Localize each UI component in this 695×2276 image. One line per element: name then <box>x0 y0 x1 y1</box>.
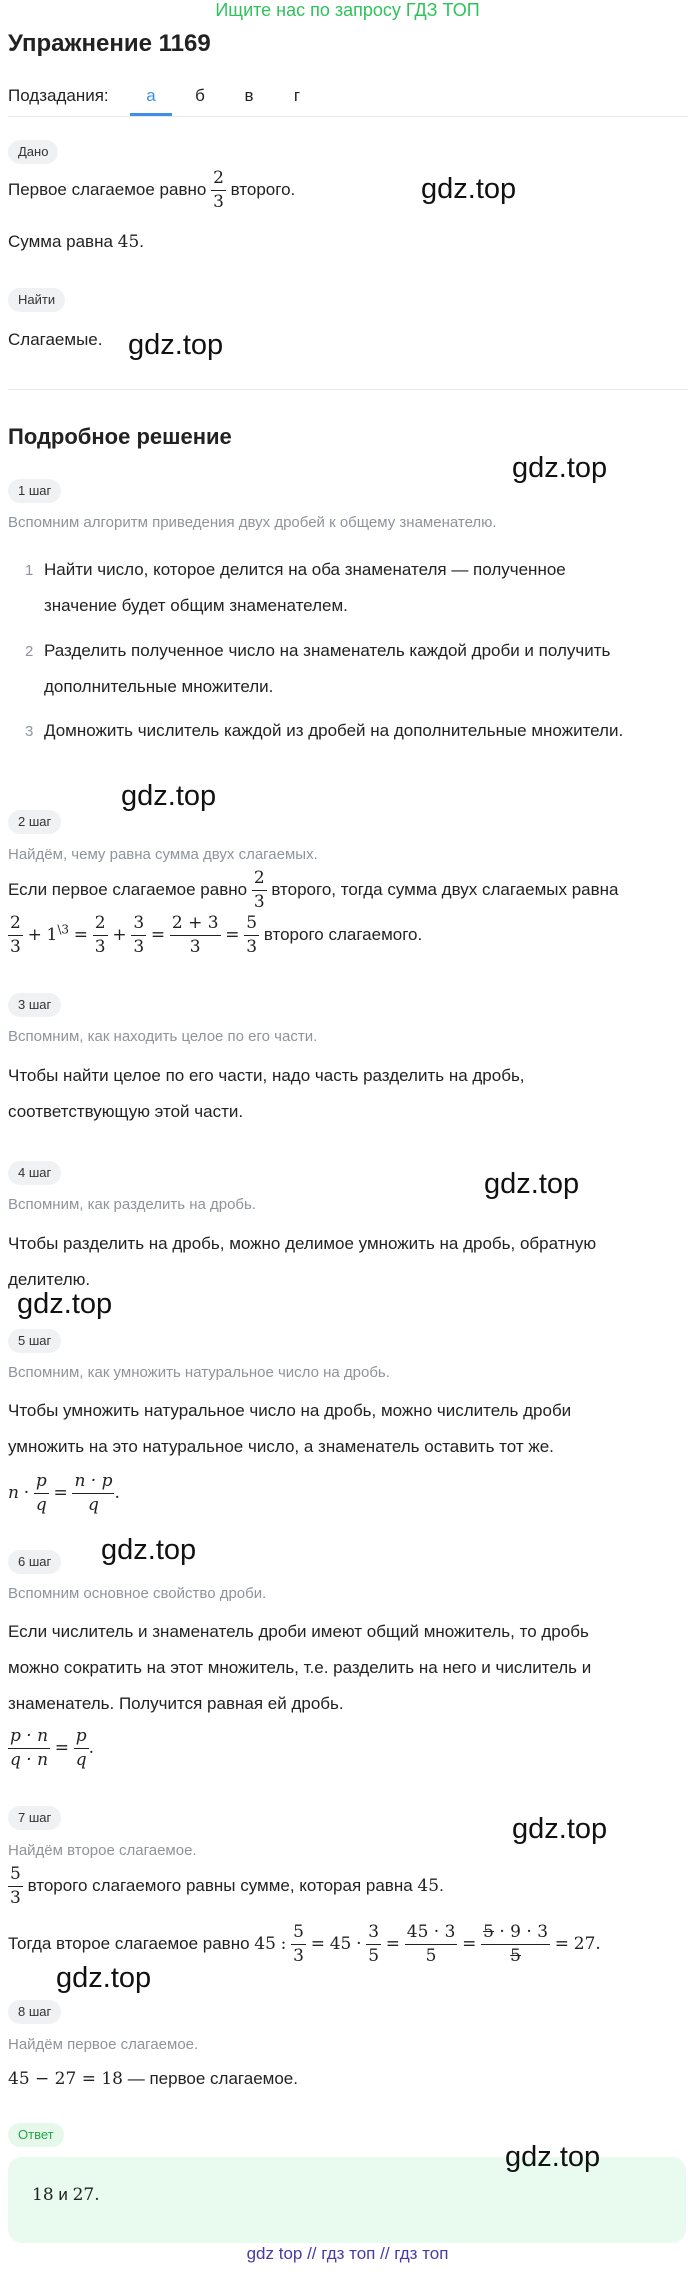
multiply-sign: · <box>23 1482 30 1503</box>
step-1-item-1-line-2: значение будет общим знаменателем. <box>44 596 348 615</box>
fraction-2-3 <box>93 915 108 956</box>
step-1-item-1 <box>44 552 684 624</box>
page-title: Упражнение 1169 <box>8 30 211 57</box>
fraction-numerator: 5 <box>10 1864 21 1884</box>
fraction-5-3 <box>244 915 259 956</box>
step-3-hint: Вспомним, как находить целое по его части. <box>8 1028 318 1045</box>
fraction-denominator: 3 <box>10 937 21 957</box>
step-8-text <box>8 2069 298 2089</box>
step-5-formula <box>8 1473 120 1514</box>
equals-sign: = <box>73 924 89 945</box>
step-7-line-1 <box>8 1866 444 1907</box>
step-7-line-1-text: второго слагаемого равны сумме, которая равна <box>27 1875 413 1895</box>
step-1-item-3: Домножить числитель каждой из дробей на дополнительные множители. <box>44 721 624 740</box>
fraction-numerator: 2 <box>10 913 21 933</box>
step-5-line-1: Чтобы умножить натуральное число на дробь, можно числитель дроби <box>8 1401 572 1420</box>
subtasks-label: Подзадания: <box>8 86 109 105</box>
step-6-formula <box>8 1728 94 1769</box>
fraction-numerator: 2 <box>213 168 224 188</box>
fraction-2-3 <box>8 915 23 956</box>
step-1-badge: 1 шаг <box>8 479 61 503</box>
fraction-numerator: n · p <box>74 1471 113 1491</box>
fraction-numerator: p · n <box>10 1726 49 1746</box>
period: . <box>88 1737 95 1758</box>
step-1-hint: Вспомним алгоритм приведения двух дробей к общему знаменателю. <box>8 514 497 531</box>
step-3-text <box>8 1058 525 1130</box>
step-1-item-2-number: 2 <box>25 643 34 660</box>
tab-g[interactable]: г <box>293 86 301 105</box>
value-45: 45 <box>254 1933 276 1954</box>
tab-a[interactable]: а <box>146 86 156 105</box>
step-8-badge: 8 шаг <box>8 2000 61 2024</box>
step-8-expression: 45 − 27 = 18 <box>8 2069 123 2089</box>
fraction-3-3 <box>131 915 146 956</box>
step-4-line-1: Чтобы разделить на дробь, можно делимое умножить на дробь, обратную <box>8 1234 597 1253</box>
fraction-denominator: 3 <box>293 1946 304 1966</box>
equals-sign: = <box>310 1933 325 1954</box>
section-divider <box>8 389 688 390</box>
answer-first: 18 <box>32 2185 54 2205</box>
fraction-numerator: p <box>35 1471 47 1491</box>
fraction-numerator: 45 · 3 <box>406 1922 456 1942</box>
period: . <box>595 1933 601 1954</box>
step-6-line-2: можно сократить на этот множитель, т.е. разделить на него и числитель и <box>8 1658 592 1677</box>
result-27: 27 <box>573 1933 596 1954</box>
given-line-1 <box>8 170 295 211</box>
watermark: gdz.top <box>56 1962 152 1994</box>
answer-text <box>32 2185 100 2205</box>
fraction-two-thirds <box>252 870 267 911</box>
tab-b[interactable]: б <box>195 86 205 105</box>
step-4-hint: Вспомним, как разделить на дробь. <box>8 1196 257 1213</box>
step-3-line-2: соответствующую этой части. <box>8 1102 244 1121</box>
answer-badge: Ответ <box>8 2123 64 2147</box>
step-7-line-2 <box>8 1924 601 1965</box>
step-6-badge: 6 шаг <box>8 1550 61 1574</box>
value-45: 45 <box>329 1933 352 1954</box>
equals-sign: = <box>462 1933 477 1954</box>
step-5-text <box>8 1393 571 1465</box>
given-line-2-dot: . <box>139 232 145 251</box>
step-4-badge: 4 шаг <box>8 1161 61 1185</box>
fraction-denominator: 3 <box>133 937 145 957</box>
fraction-3-5 <box>366 1924 381 1965</box>
equals-sign: = <box>385 1933 401 1954</box>
step-1-item-2 <box>44 633 684 705</box>
fraction-denominator: 3 <box>213 192 224 212</box>
step-7-hint: Найдём второе слагаемое. <box>8 1842 197 1859</box>
step-5-line-2: умножить на это натуральное число, а знаменатель оставить тот же. <box>8 1437 554 1456</box>
fraction-numerator: 5 · 9 · 3 <box>483 1922 549 1942</box>
fraction-denominator: 3 <box>253 892 265 912</box>
fraction-denominator: 3 <box>94 937 106 957</box>
step-1-item-2-line-2: дополнительные множители. <box>44 677 274 696</box>
step-2-line-1 <box>8 870 619 911</box>
watermark: gdz.top <box>484 1168 580 1200</box>
fraction-p-q <box>74 1728 89 1769</box>
fraction-numerator: 5 <box>246 913 258 933</box>
multiply-sign: · <box>356 1933 362 1954</box>
fraction-numerator: 2 + 3 <box>171 913 219 933</box>
step-1-item-1-line-1: Найти число, которое делится на оба знаменателя — полученное <box>44 560 566 579</box>
step-7-sum-value: 45 <box>417 1875 440 1896</box>
given-badge: Дано <box>8 140 58 164</box>
find-text: Слагаемые. <box>8 330 103 349</box>
step-1-item-1-number: 1 <box>25 562 34 579</box>
solution-title: Подробное решение <box>8 424 232 449</box>
step-8-tail: — первое слагаемое. <box>127 2069 298 2088</box>
equals-sign: = <box>150 924 166 945</box>
period: . <box>439 1875 444 1895</box>
step-6-hint: Вспомним основное свойство дроби. <box>8 1585 267 1602</box>
fraction-5-3 <box>291 1924 306 1965</box>
given-line-1-text: Первое слагаемое равно <box>8 179 207 199</box>
fraction-denominator: q · n <box>10 1750 49 1770</box>
step-2-line-1-tail: второго, тогда сумма двух слагаемых равна <box>271 879 619 899</box>
fraction-two-thirds <box>211 170 226 211</box>
step-7-badge: 7 шаг <box>8 1806 61 1830</box>
fraction-numerator: 5 <box>293 1922 304 1942</box>
formula-n: n <box>8 1482 19 1503</box>
fraction-45x3-5 <box>405 1924 458 1965</box>
given-line-2-text: Сумма равна <box>8 232 113 251</box>
fraction-reduced <box>481 1924 550 1965</box>
fraction-numerator: 3 <box>368 1922 380 1942</box>
footer-links: gdz top // гдз топ // гдз топ <box>246 2244 449 2263</box>
step-7-line-2-text: Тогда второе слагаемое равно <box>8 1933 250 1953</box>
given-sum-value: 45 <box>117 232 140 252</box>
step-2-line-1-text: Если первое слагаемое равно <box>8 879 248 899</box>
step-4-line-2: делителю. <box>8 1270 91 1289</box>
fraction-numerator: 3 <box>133 913 145 933</box>
step-6-text <box>8 1614 591 1722</box>
fraction-p-q <box>34 1473 49 1514</box>
fraction-denominator: q <box>72 1493 114 1514</box>
step-5-badge: 5 шаг <box>8 1329 61 1353</box>
watermark: gdz.top <box>505 2141 601 2173</box>
step-5-hint: Вспомним, как умножить натуральное число на дробь. <box>8 1364 390 1381</box>
answer-second: 27 <box>72 2185 95 2205</box>
plus-sign: + <box>27 924 42 945</box>
fraction-denominator: 3 <box>170 935 221 956</box>
struck-5: 5 <box>483 1922 494 1942</box>
step-3-badge: 3 шаг <box>8 993 61 1017</box>
fraction-sum <box>170 915 221 956</box>
search-banner: Ищите нас по запросу ГДЗ ТОП <box>215 0 480 20</box>
step-1-item-3-number: 3 <box>25 723 34 740</box>
watermark: gdz.top <box>121 780 217 812</box>
step-2-hint: Найдём, чему равна сумма двух слагаемых. <box>8 846 318 863</box>
struck-5: 5 <box>510 1946 521 1966</box>
given-line-1-tail: второго. <box>230 179 296 199</box>
fraction-numerator: 2 <box>253 868 265 888</box>
plus-sign: + <box>112 924 127 945</box>
step-2-equation <box>8 915 422 956</box>
tab-v[interactable]: в <box>244 86 254 105</box>
fraction-5-3 <box>8 1866 23 1907</box>
fraction-np-q <box>72 1473 114 1514</box>
step-6-line-1: Если числитель и знаменатель дроби имеют общий множитель, то дробь <box>8 1622 589 1641</box>
watermark: gdz.top <box>512 1813 608 1845</box>
fraction-denominator: 3 <box>10 1888 21 1908</box>
watermark: gdz.top <box>421 173 517 205</box>
answer-dot: . <box>94 2185 100 2205</box>
fraction-denominator <box>481 1944 550 1965</box>
watermark: gdz.top <box>512 452 608 484</box>
fraction-denominator: 5 <box>405 1944 458 1965</box>
step-8-hint: Найдём первое слагаемое. <box>8 2036 199 2053</box>
fraction-denominator: 5 <box>368 1946 380 1966</box>
watermark: gdz.top <box>17 1288 113 1320</box>
fraction-numerator: p <box>75 1726 87 1746</box>
watermark: gdz.top <box>128 329 224 361</box>
find-badge: Найти <box>8 288 65 312</box>
fraction-pn-qn <box>8 1728 50 1769</box>
equals-sign: = <box>54 1737 70 1758</box>
step-2-badge: 2 шаг <box>8 810 61 834</box>
tabs-divider <box>8 116 688 117</box>
given-line-2 <box>8 232 144 252</box>
equals-sign: = <box>554 1933 570 1954</box>
equals-sign: = <box>225 924 240 945</box>
fraction-numerator: 2 <box>94 913 106 933</box>
fraction-denominator: 3 <box>246 937 258 957</box>
step-3-line-1: Чтобы найти целое по его части, надо часть разделить на дробь, <box>8 1066 525 1085</box>
step-2-line-2-tail: второго слагаемого. <box>263 924 423 944</box>
fraction-denominator: q <box>75 1750 87 1770</box>
step-6-line-3: знаменатель. Получится равная ей дробь. <box>8 1694 344 1713</box>
term-one: 1 <box>46 924 58 945</box>
watermark: gdz.top <box>101 1534 197 1566</box>
fraction-denominator: q <box>35 1495 47 1515</box>
step-1-item-2-line-1: Разделить полученное число на знаменатель каждой дроби и получить <box>44 641 611 660</box>
divide-sign: : <box>280 1933 287 1954</box>
term-one-superscript: \3 <box>57 922 70 937</box>
answer-and: и <box>58 2185 68 2204</box>
equals-sign: = <box>53 1482 68 1503</box>
period: . <box>114 1482 120 1503</box>
